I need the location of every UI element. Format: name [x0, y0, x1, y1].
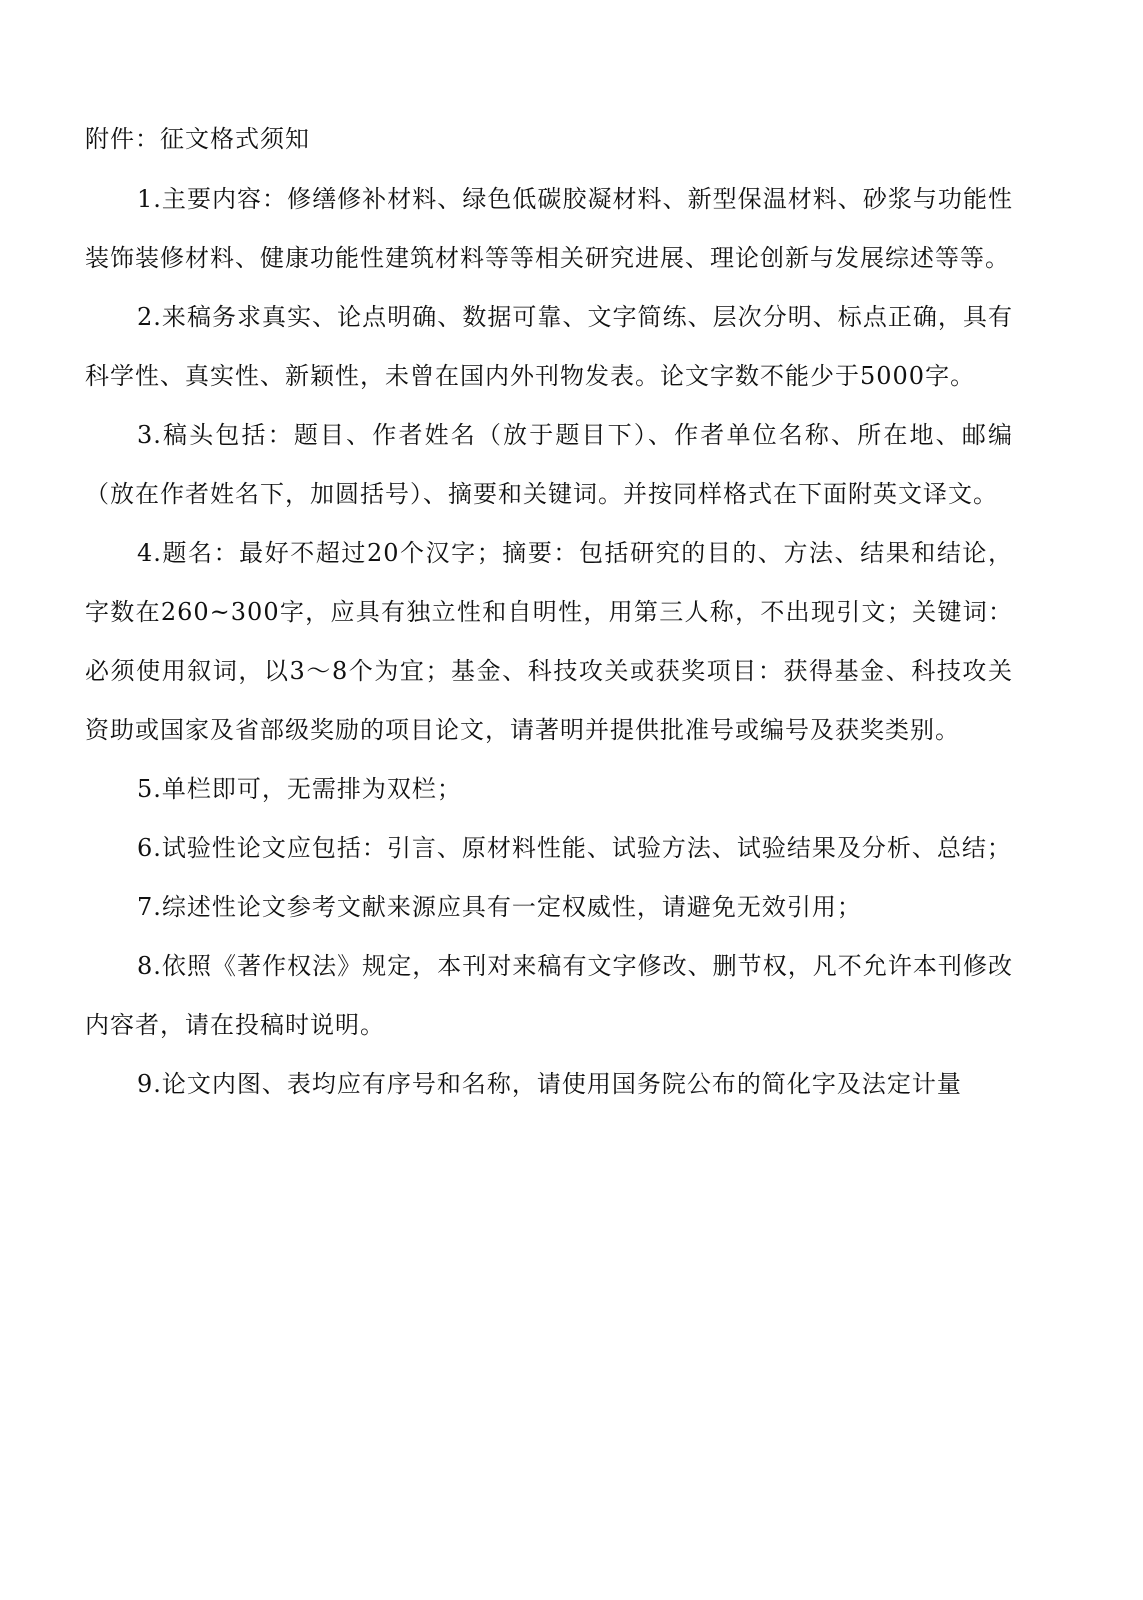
paragraph-7: 7.综述性论文参考文献来源应具有一定权威性，请避免无效引用； [137, 893, 862, 921]
paragraph-2: 2.来稿务求真实、论点明确、数据可靠、文字简练、层次分明、标点正确，具有科学性、真实性、新颖性，未曾在国内外刊物发表。论文字数不能少于5000字。 [85, 303, 1013, 390]
paragraph-1: 1.主要内容：修缮修补材料、绿色低碳胶凝材料、新型保温材料、砂浆与功能性装饰装修材料、健康功能性建筑材料等等相关研究进展、理论创新与发展综述等等。 [85, 185, 1013, 272]
paragraph-9: 9.论文内图、表均应有序号和名称，请使用国务院公布的简化字及法定计量 [137, 1070, 962, 1098]
paragraph-4: 4.题名：最好不超过20个汉字；摘要：包括研究的目的、方法、结果和结论，字数在260~300字，应具有独立性和自明性，用第三人称，不出现引文；关键词：必须使用叙词，以3～8个为宜；基金、科技攻关或获奖项目：获得基金、科技攻关资助或国家及省部级奖励的项目论文，请著明并提供批准号或编号及获奖类别。 [85, 539, 1013, 744]
document-heading: 附件：征文格式须知 [85, 125, 310, 153]
paragraph-5: 5.单栏即可，无需排为双栏； [137, 775, 462, 803]
paragraph-8: 8.依照《著作权法》规定，本刊对来稿有文字修改、删节权，凡不允许本刊修改内容者，请在投稿时说明。 [85, 952, 1013, 1039]
document-body [85, 170, 1013, 1114]
paragraph-3: 3.稿头包括：题目、作者姓名（放于题目下）、作者单位名称、所在地、邮编（放在作者姓名下，加圆括号）、摘要和关键词。并按同样格式在下面附英文译文。 [85, 421, 1013, 508]
paragraph-6: 6.试验性论文应包括：引言、原材料性能、试验方法、试验结果及分析、总结； [137, 834, 1012, 862]
